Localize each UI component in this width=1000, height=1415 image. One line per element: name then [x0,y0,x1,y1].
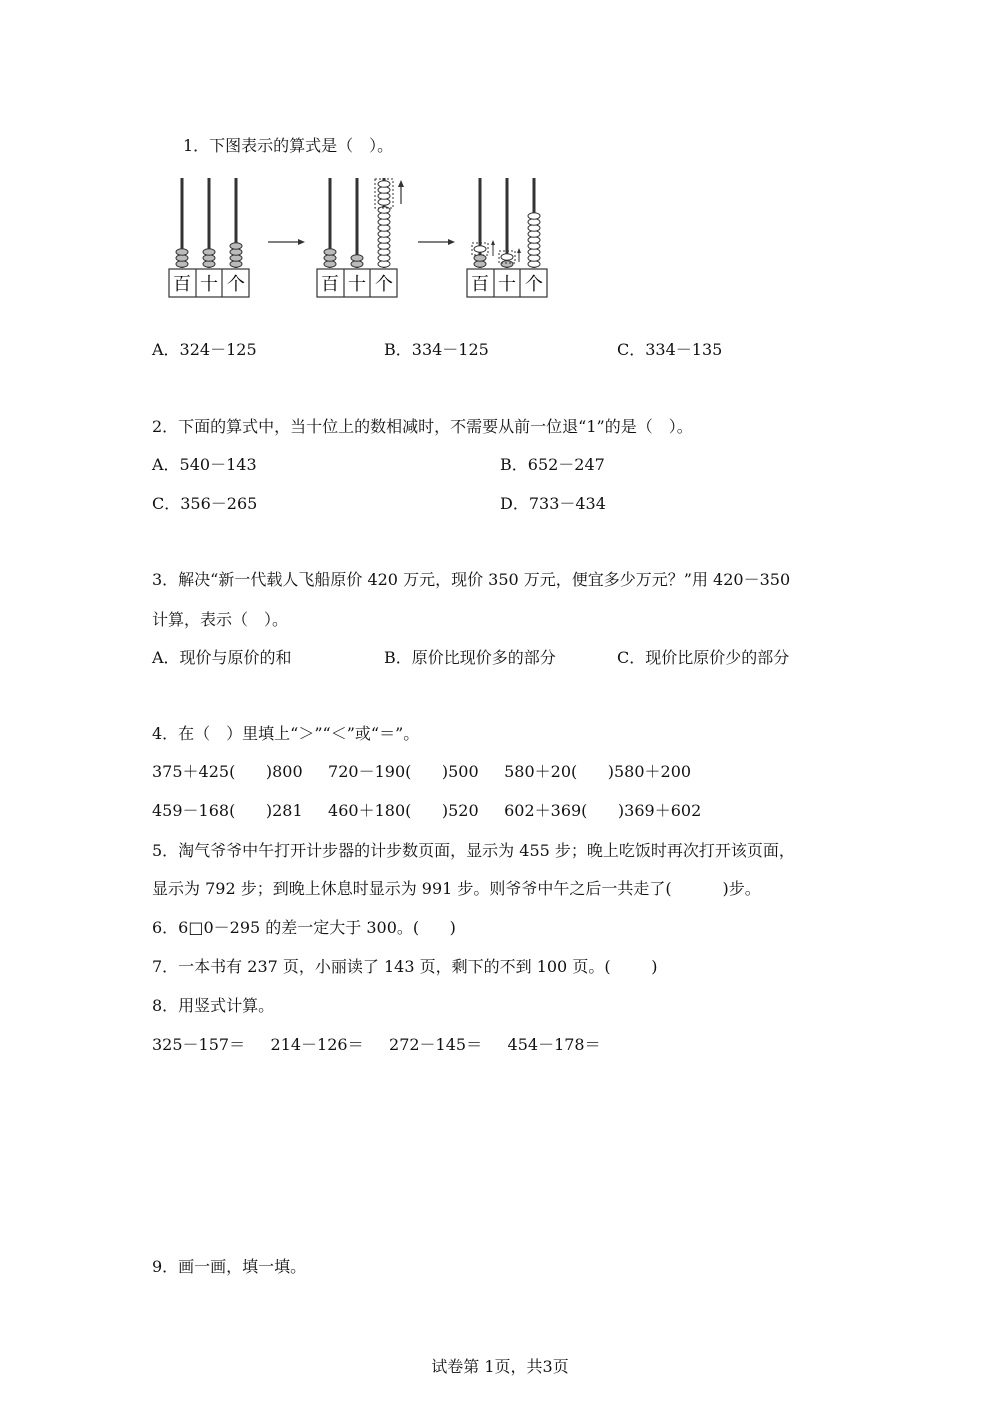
arrow-right-icon [268,239,305,245]
place-label-hundreds: 百 [321,274,339,295]
q3-option-a[interactable]: A．现价与原价的和 [152,648,292,667]
q1-option-a[interactable]: A．324－125 [152,340,257,359]
q4-compare-row-1[interactable]: 375＋425( )800 720－190( )500 580＋20( )580＋200 [152,762,692,781]
question-7[interactable]: 7．一本书有 237 页，小丽读了 143 页，剩下的不到 100 页。( ) [152,957,658,976]
place-label-tens: 十 [498,274,516,295]
abacus-3 [467,178,547,297]
q3-option-b[interactable]: B．原价比现价多的部分 [384,648,556,667]
question-5-line1: 5．淘气爷爷中午打开计步器的计步数页面，显示为 455 步；晚上吃饭时再次打开该页面， [152,841,795,860]
question-3-stem-line2: 计算，表示（ ）。 [152,610,289,629]
place-label-tens: 十 [200,274,218,295]
q3-option-c[interactable]: C．现价比原价少的部分 [617,648,790,667]
q2-option-b[interactable]: B．652－247 [500,455,605,474]
abacus-2 [317,178,404,297]
place-label-ones: 个 [227,274,245,295]
question-6[interactable]: 6．6□0－295 的差一定大于 300。( ) [152,918,456,937]
abacus-1 [169,178,249,297]
place-label-ones: 个 [375,274,393,295]
q1-option-c[interactable]: C．334－135 [617,340,723,359]
place-label-hundreds: 百 [173,274,191,295]
question-1-stem: 1．下图表示的算式是（ ）。 [183,136,394,155]
q8-problems[interactable]: 325－157＝ 214－126＝ 272－145＝ 454－178＝ [152,1035,601,1054]
arrow-right-icon [418,239,455,245]
abacus-diagram [160,172,560,302]
q2-option-a[interactable]: A．540－143 [152,455,257,474]
question-5-line2[interactable]: 显示为 792 步；到晚上休息时显示为 991 步。则爷爷中午之后一共走了( )步。 [152,879,761,898]
place-label-ones: 个 [525,274,543,295]
q1-option-b[interactable]: B．334－125 [384,340,489,359]
q2-option-d[interactable]: D．733－434 [500,494,606,513]
question-2-stem: 2．下面的算式中，当十位上的数相减时，不需要从前一位退“1”的是（ ）。 [152,417,693,436]
place-label-tens: 十 [348,274,366,295]
question-8-stem: 8．用竖式计算。 [152,996,275,1015]
page-footer: 试卷第 1页，共3页 [431,1357,569,1376]
q2-option-c[interactable]: C．356－265 [152,494,258,513]
question-4-stem: 4．在（ ）里填上“＞”“＜”或“＝”。 [152,724,420,743]
question-3-stem-line1: 3．解决“新一代载人飞船原价 420 万元，现价 350 万元，便宜多少万元？”用 420－350 [152,570,791,589]
question-9-stem: 9．画一画，填一填。 [152,1257,307,1276]
q4-compare-row-2[interactable]: 459－168( )281 460＋180( )520 602＋369( )369＋602 [152,801,702,820]
place-label-hundreds: 百 [471,274,489,295]
